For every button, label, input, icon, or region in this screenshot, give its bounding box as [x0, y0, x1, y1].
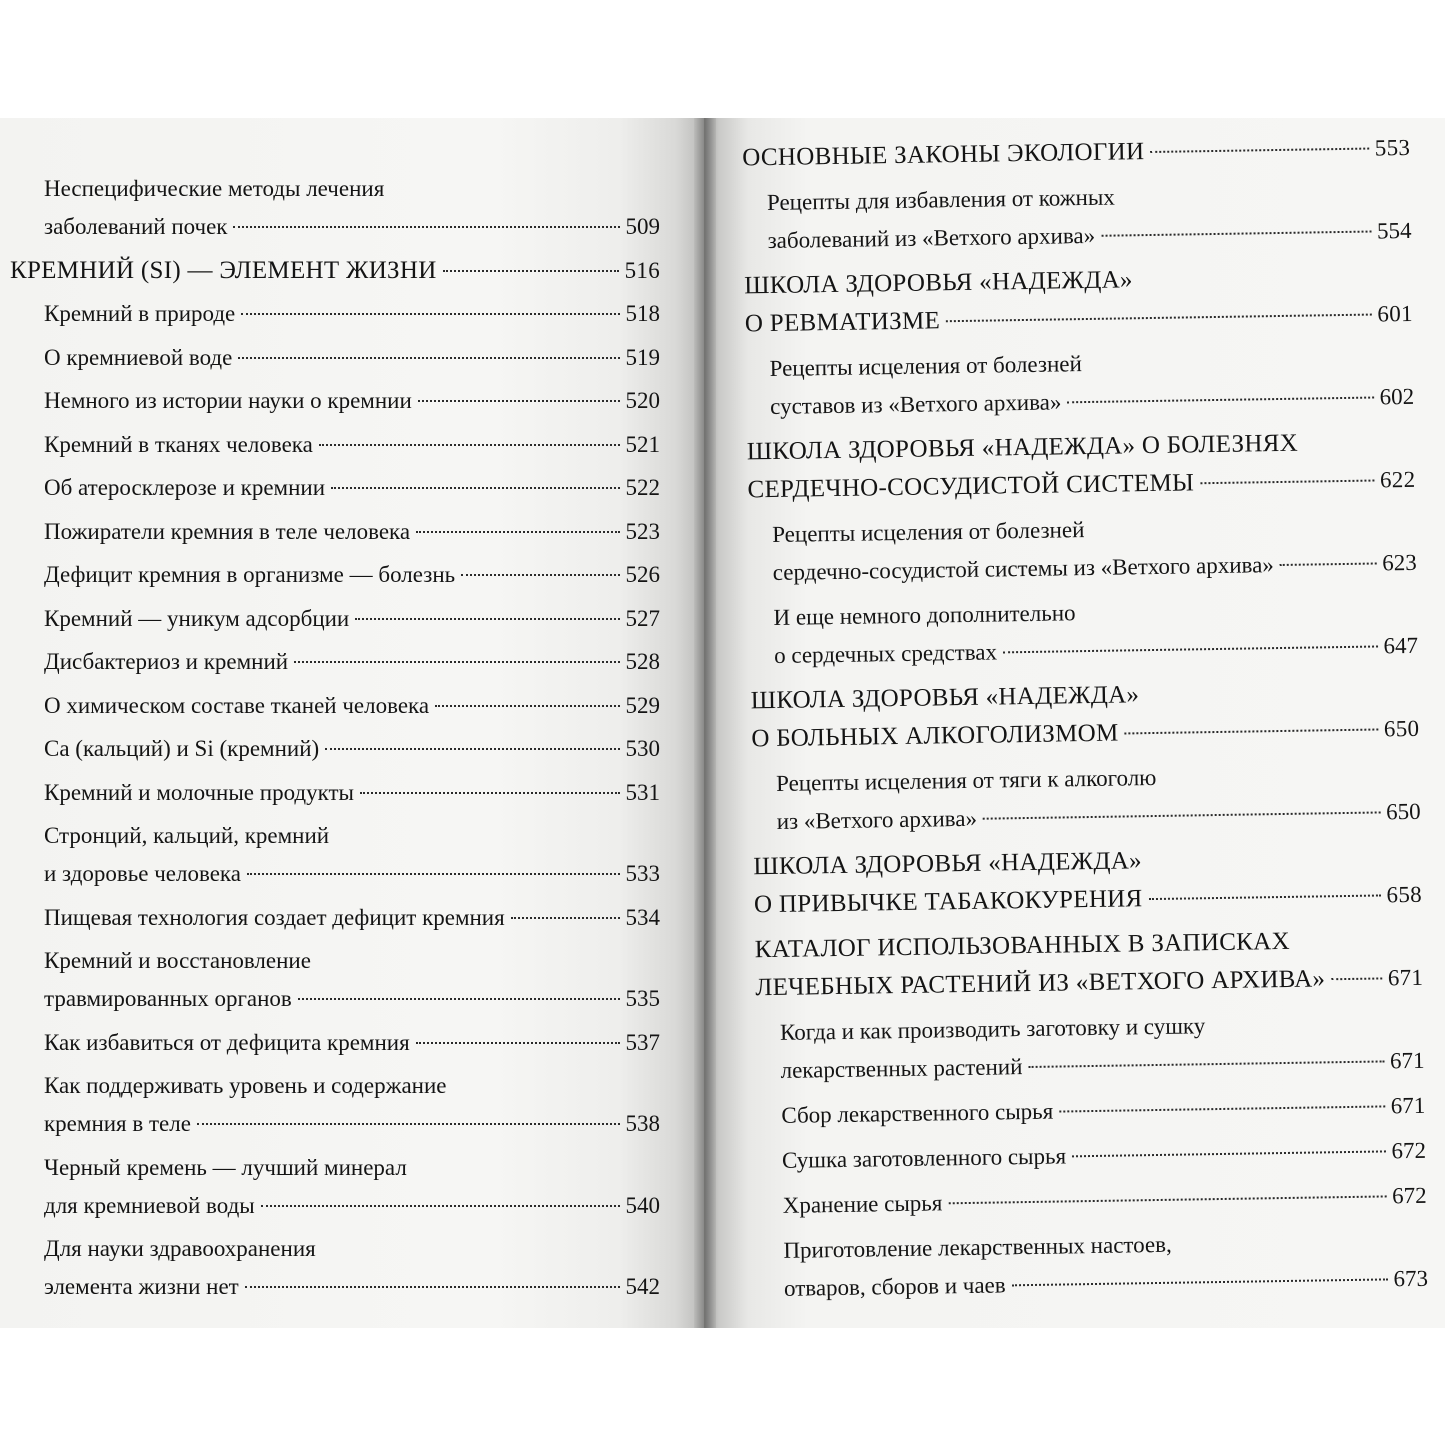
dot-leader — [1059, 1105, 1385, 1112]
toc-entry — [0, 339, 660, 377]
toc-entry-line — [44, 513, 660, 551]
toc-entry-title: элемента жизни нет — [44, 1274, 239, 1299]
toc-entry-title: Немного из истории науки о кремнии — [44, 388, 412, 413]
dot-leader — [948, 1195, 1386, 1204]
dot-leader — [355, 618, 619, 620]
dot-leader — [233, 226, 619, 228]
toc-entry-line — [44, 1268, 660, 1306]
toc-entry-title: Дефицит кремния в организме — болезнь — [44, 562, 456, 587]
dot-leader — [1331, 977, 1382, 980]
dot-leader — [1072, 1150, 1385, 1157]
dot-leader — [1012, 1278, 1388, 1286]
toc-page-number: 523 — [625, 518, 660, 544]
dot-leader — [1101, 231, 1371, 237]
toc-entry — [720, 1132, 1427, 1181]
toc-entry — [714, 755, 1421, 842]
toc-entry-title: травмированных органов — [44, 986, 292, 1011]
toc-entry-title: Стронций, кальций, кремний — [44, 823, 330, 848]
toc-list-right — [704, 129, 1428, 1316]
toc-entry-title: Неспецифические методы лечения — [44, 176, 385, 201]
dot-leader — [247, 873, 620, 875]
toc-entry-title: Рецепты исцеления от тяги к алкоголю — [775, 764, 1157, 796]
toc-page-number: 533 — [625, 861, 660, 886]
dot-leader — [1150, 148, 1368, 153]
toc-entry-title: о сердечных средствах — [773, 639, 998, 668]
toc-page-number: 553 — [1374, 134, 1411, 161]
toc-entry-title: Кремний — уникум адсорбции — [44, 605, 350, 631]
toc-entry-title: для кремниевой воды — [44, 1192, 255, 1218]
toc-entry-line — [44, 687, 660, 725]
toc-entry — [721, 1222, 1428, 1309]
toc-entry — [0, 899, 660, 937]
toc-entry-title: Кремний и восстановление — [44, 948, 311, 973]
toc-page-number: 622 — [1379, 466, 1416, 493]
toc-entry-title: ШКОЛА ЗДОРОВЬЯ «НАДЕЖДА» О БОЛЕЗНЯХ — [746, 429, 1299, 466]
toc-entry — [0, 513, 660, 551]
toc-entry-title: Рецепты для избавления от кожных — [766, 184, 1116, 216]
dot-leader — [416, 1042, 620, 1044]
dot-leader — [1280, 562, 1376, 566]
toc-entry — [0, 643, 660, 681]
toc-entry — [705, 174, 1412, 261]
toc-entry-title: сердечно-сосудистой системы из «Ветхого архива» — [772, 552, 1274, 585]
toc-entry — [707, 340, 1414, 427]
toc-entry — [0, 1024, 660, 1062]
toc-section-entry — [706, 257, 1413, 344]
toc-page-number: 602 — [1379, 383, 1415, 410]
toc-entry — [0, 730, 660, 768]
dot-leader — [443, 270, 619, 272]
toc-entry — [720, 1177, 1427, 1226]
toc-entry-line — [44, 1230, 660, 1268]
toc-entry — [711, 589, 1418, 676]
toc-entry-title: Как избавиться от дефицита кремния — [44, 1029, 410, 1055]
toc-entry — [718, 1004, 1425, 1091]
toc-entry-title: О химическом составе тканей человека — [44, 692, 430, 718]
toc-page-number: 520 — [625, 388, 660, 413]
toc-entry — [0, 774, 660, 812]
toc-page-number: 527 — [625, 605, 660, 631]
toc-entry-line — [44, 170, 660, 208]
toc-entry-title: О БОЛЬНЫХ АЛКОГОЛИЗМОМ — [751, 719, 1119, 753]
toc-entry — [0, 170, 660, 246]
toc-entry-line — [44, 382, 660, 420]
toc-entry-title: кремния в теле — [44, 1111, 191, 1136]
toc-entry-line — [44, 208, 660, 246]
toc-entry-title: ОСНОВНЫЕ ЗАКОНЫ ЭКОЛОГИИ — [742, 138, 1145, 172]
toc-entry-line — [44, 1105, 660, 1143]
toc-section-entry — [0, 252, 660, 290]
dot-leader — [1125, 728, 1378, 734]
toc-entry-line — [44, 980, 660, 1018]
toc-entry-line — [44, 556, 660, 594]
toc-entry-line — [44, 469, 660, 507]
toc-entry-title: Черный кремень — лучший минерал — [44, 1154, 407, 1180]
dot-leader — [418, 400, 620, 402]
toc-entry — [0, 556, 660, 594]
toc-entry-title: отваров, сборов и чаев — [783, 1272, 1006, 1301]
dot-leader — [1028, 1060, 1384, 1068]
toc-page-number: 671 — [1390, 1092, 1426, 1119]
toc-page-number: 534 — [625, 904, 660, 930]
toc-entry-title: Для науки здравоохранения — [44, 1236, 316, 1261]
book-spread — [0, 118, 1445, 1328]
toc-entry-title: заболеваний почек — [44, 214, 228, 239]
toc-page-number: 516 — [624, 257, 660, 283]
toc-page-number: 672 — [1391, 1182, 1427, 1209]
toc-page-number: 671 — [1387, 964, 1424, 991]
dot-leader — [360, 792, 620, 794]
toc-entry-title: О ПРИВЫЧКЕ ТАБАКОКУРЕНИЯ — [753, 885, 1143, 919]
toc-entry-line — [44, 1187, 660, 1225]
toc-page-number: 650 — [1383, 715, 1420, 742]
toc-page-number: 528 — [625, 649, 660, 674]
toc-page-number: 650 — [1385, 798, 1421, 825]
toc-page-number: 601 — [1377, 300, 1414, 327]
toc-page-number: 518 — [625, 301, 660, 326]
toc-entry-line — [44, 426, 660, 464]
toc-page-number: 554 — [1376, 217, 1412, 244]
toc-entry-title: и здоровье человека — [44, 861, 241, 886]
toc-entry-title: суставов из «Ветхого архива» — [769, 389, 1062, 419]
dot-leader — [331, 487, 619, 489]
toc-entry — [0, 469, 660, 507]
toc-entry-title: О РЕВМАТИЗМЕ — [744, 307, 941, 338]
toc-entry-line — [44, 899, 660, 937]
right-page — [704, 118, 1445, 1328]
toc-entry-line — [44, 339, 660, 377]
dot-leader — [241, 313, 619, 315]
dot-leader — [1067, 397, 1373, 404]
toc-page-number: 542 — [625, 1274, 660, 1299]
toc-entry-title: Сушка заготовленного сырья — [781, 1143, 1067, 1173]
toc-page-number: 526 — [625, 562, 660, 587]
toc-entry-title: Когда и как производить заготовку и сушку — [779, 1013, 1206, 1045]
toc-entry-title: Кремний в тканях человека — [44, 431, 313, 457]
dot-leader — [435, 705, 619, 707]
toc-entry-title: лекарственных растений — [780, 1054, 1023, 1083]
toc-entry-title: заболеваний из «Ветхого архива» — [767, 222, 1096, 254]
toc-entry — [0, 942, 660, 1018]
toc-entry-line — [44, 295, 660, 333]
toc-entry — [0, 426, 660, 464]
dot-leader — [1149, 894, 1381, 900]
dot-leader — [1200, 480, 1374, 485]
toc-page-number: 672 — [1391, 1137, 1427, 1164]
toc-entry-line — [44, 817, 660, 855]
toc-page-number: 540 — [625, 1192, 660, 1218]
toc-entry-title: СЕРДЕЧНО-СОСУДИСТОЙ СИСТЕМЫ — [747, 469, 1195, 504]
dot-leader — [983, 811, 1380, 819]
toc-entry-title: из «Ветхого архива» — [776, 805, 978, 834]
toc-entry-title: Кремний и молочные продукты — [44, 779, 354, 805]
toc-entry-title: Кремний в природе — [44, 301, 236, 326]
toc-section-entry — [709, 423, 1416, 510]
toc-entry-line — [44, 942, 660, 980]
toc-entry-line — [44, 730, 660, 768]
toc-entry-line — [782, 1132, 1427, 1180]
toc-page-number: 530 — [625, 736, 660, 761]
dot-leader — [319, 444, 620, 446]
toc-section-entry — [716, 921, 1423, 1008]
dot-leader — [261, 1205, 620, 1207]
toc-page-number: 521 — [625, 431, 660, 457]
toc-entry-title: Как поддерживать уровень и содержание — [44, 1073, 447, 1098]
toc-entry-title: Пожиратели кремния в теле человека — [44, 518, 411, 544]
toc-entry-title: Пищевая технология создает дефицит кремния — [44, 904, 505, 930]
toc-entry-title: И еще немного дополнительно — [773, 600, 1076, 630]
toc-entry-line — [44, 643, 660, 681]
toc-entry-line — [782, 1177, 1427, 1225]
toc-page-number: 538 — [625, 1111, 660, 1136]
dot-leader — [325, 748, 619, 750]
toc-entry — [719, 1087, 1426, 1136]
toc-entry — [710, 506, 1417, 593]
toc-page-number: 509 — [625, 214, 660, 239]
toc-entry-title: Рецепты исцеления от болезней — [769, 351, 1082, 381]
toc-entry-title: КАТАЛОГ ИСПОЛЬЗОВАННЫХ В ЗАПИСКАХ — [754, 927, 1291, 964]
toc-entry-line — [44, 1024, 660, 1062]
dot-leader — [416, 531, 619, 533]
toc-page-number: 673 — [1393, 1265, 1429, 1292]
toc-entry-title: Приготовление лекарственных настоев, — [783, 1231, 1172, 1263]
toc-entry — [0, 1149, 660, 1225]
toc-entry-title: Хранение сырья — [782, 1190, 943, 1218]
book-gutter — [694, 118, 716, 1328]
toc-entry-title: Сбор лекарственного сырья — [781, 1098, 1054, 1128]
toc-entry-title: Ca (кальций) и Si (кремний) — [44, 736, 320, 761]
toc-page-number: 537 — [625, 1029, 660, 1055]
toc-entry-title: ЛЕЧЕБНЫХ РАСТЕНИЙ ИЗ «ВЕТХОГО АРХИВА» — [755, 965, 1326, 1002]
toc-page-number: 519 — [625, 344, 660, 370]
toc-entry — [0, 382, 660, 420]
toc-entry — [0, 817, 660, 893]
toc-entry — [0, 600, 660, 638]
dot-leader — [238, 357, 619, 359]
toc-page-number: 623 — [1382, 549, 1417, 576]
toc-entry-line — [44, 600, 660, 638]
toc-page-number: 671 — [1389, 1047, 1425, 1074]
dot-leader — [461, 574, 619, 576]
toc-entry-line — [44, 1067, 660, 1105]
toc-entry-title: КРЕМНИЙ (SI) — ЭЛЕМЕНТ ЖИЗНИ — [10, 256, 437, 284]
toc-section-entry — [704, 129, 1411, 178]
dot-leader — [245, 1286, 620, 1288]
toc-entry-title: ШКОЛА ЗДОРОВЬЯ «НАДЕЖДА» — [750, 681, 1140, 715]
toc-section-entry — [715, 838, 1422, 925]
toc-entry-line — [10, 252, 660, 290]
toc-entry — [0, 1067, 660, 1143]
left-page — [0, 118, 704, 1328]
dot-leader — [1003, 645, 1378, 653]
toc-page-number: 658 — [1386, 881, 1423, 908]
toc-entry — [0, 1230, 660, 1306]
toc-page-number: 535 — [625, 986, 660, 1011]
toc-entry-title: ШКОЛА ЗДОРОВЬЯ «НАДЕЖДА» — [753, 847, 1143, 881]
toc-entry-line — [742, 129, 1411, 177]
dot-leader — [946, 314, 1371, 323]
toc-entry-title: О кремниевой воде — [44, 344, 233, 370]
toc-page-number: 529 — [625, 692, 660, 718]
toc-entry-title: Об атеросклерозе и кремнии — [44, 475, 326, 500]
toc-entry-line — [44, 1149, 660, 1187]
toc-entry-title: Рецепты исцеления от болезней — [772, 517, 1085, 547]
toc-entry-line — [44, 774, 660, 812]
toc-entry — [0, 687, 660, 725]
toc-page-number: 531 — [625, 779, 660, 805]
dot-leader — [298, 998, 620, 1000]
toc-entry-line — [44, 855, 660, 893]
toc-entry-title: ШКОЛА ЗДОРОВЬЯ «НАДЕЖДА» — [744, 266, 1133, 300]
toc-list-left — [0, 170, 660, 1312]
toc-page-number: 522 — [625, 475, 660, 500]
toc-page-number: 647 — [1383, 632, 1419, 659]
dot-leader — [197, 1123, 620, 1125]
toc-entry — [0, 295, 660, 333]
dot-leader — [511, 917, 620, 919]
dot-leader — [294, 661, 619, 663]
toc-section-entry — [713, 672, 1420, 759]
toc-entry-line — [781, 1087, 1426, 1135]
toc-entry-title: Дисбактериоз и кремний — [44, 649, 289, 674]
